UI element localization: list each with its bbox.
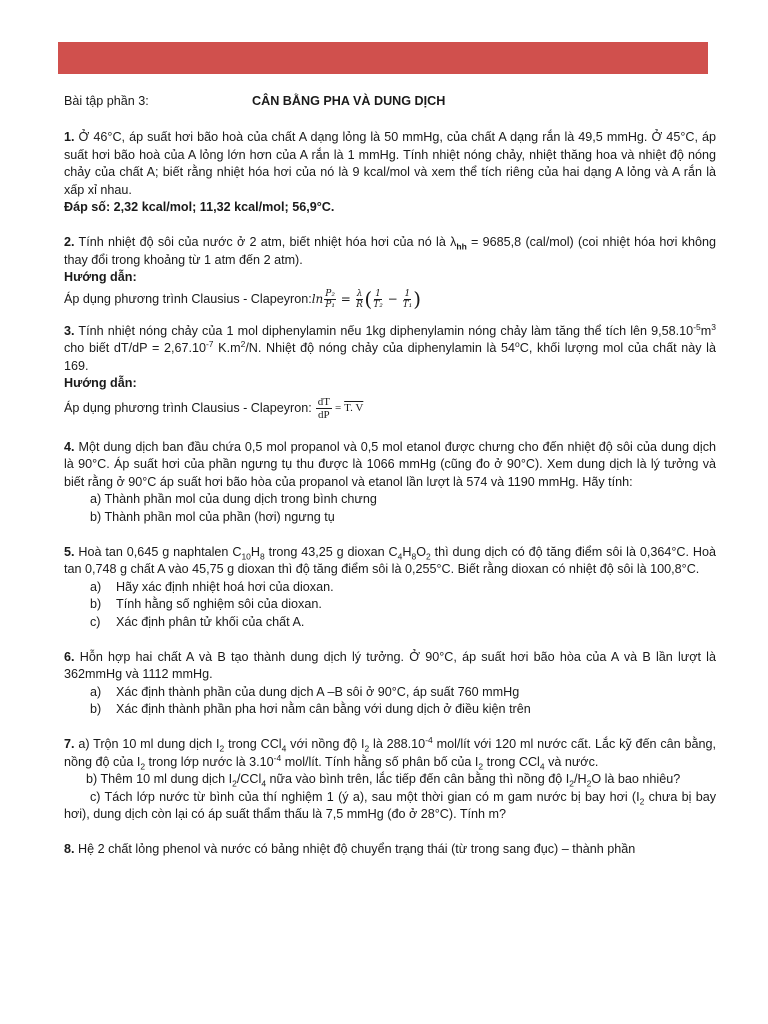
section-label: Bài tập phần 3: <box>64 94 149 108</box>
problem-number: 5. <box>64 544 75 559</box>
problem-number: 3. <box>64 323 75 338</box>
problem-number: 8. <box>64 842 75 856</box>
problem-7-part-b: b) Thêm 10 ml dung dịch $I_2/CCl_4$ nữa vào bình trên, lắc tiếp đến cân bằng thì nồng độ $I_2/H_2O$ là bao nhiêu? <box>86 772 681 789</box>
problem-text: Ở 46°C, áp suất hơi bão hoà của chất A dạng lỏng là 50 mmHg, của chất A dạng rắn là 49,5 mmHg. Ở 45°C, áp suất hơi bão hoà của A lỏng lớn hơn của A rắn là 1 mmHg. Tính nhiệt nóng chảy, nhiệt thăng hoa và nhiệt độ nóng chảy của chất A; biết rằng nhiệt hóa hơi của nó là 9 kcal/mol và xem thể tích riêng của hai dạng A lỏng và A rắn là xấp xỉ nhau. <box>64 130 716 197</box>
problem-number: 6. <box>64 649 75 664</box>
guide-label: Hướng dẫn: <box>64 270 137 284</box>
problem-6: 6. Hỗn hợp hai chất A và B tạo thành dung dịch lý tưởng. Ở 90°C, áp suất hơi bão hòa của A và B lần lượt là 362mmHg và 1112 mmHg. <box>64 649 716 681</box>
list-item: b) Xác định thành phần pha hơi nằm cân bằng với dung dịch ở điều kiện trên <box>90 702 531 716</box>
problem-7-part-c: c) Tách lớp nước từ bình của thí nghiệm 1 (ý a), sau một thời gian có m gam nước bị bay hơi ($I_2$ chưa bị bay hơi), dung dịch còn lại có áp suất thẩm thấu là 7,5 mmHg (đo ở 28°C). Tính m? <box>64 789 716 821</box>
clausius-clapeyron-equation: Áp dụng phương trình Clausius - Clapeyron: ln $\frac{\text{P₂}}{\text{P₁}}$ = $\frac{\lambda}{R}$ ( $\frac{1}{\text{T₂}}$ − $\frac{1}{\text{T₁}}$ ) <box>64 286 421 311</box>
problem-2: 2. Tính nhiệt độ sôi của nước ở 2 atm, biết nhiệt hóa hơi của nó là $\lambda_{hh} = 9685,8$ (cal/mol) (coi nhiệt hóa hơi không thay đổi trong khoảng từ 1 atm đến 2 atm). <box>64 235 716 267</box>
document-title: CÂN BẰNG PHA VÀ DUNG DỊCH <box>252 94 446 108</box>
problem-1-answer: Đáp số: 2,32 kcal/mol; 11,32 kcal/mol; 56,9°C. <box>64 200 335 214</box>
problem-number: 2. <box>64 235 75 249</box>
list-item: b) Tính hằng số nghiệm sôi của dioxan. <box>90 597 322 611</box>
problem-5: 5. Hoà tan 0,645 g naphtalen $C_{10}H_8$ trong 43,25 g dioxan $C_4H_8O_2$ thì dung dịch có độ tăng điểm sôi là 0,364°C. Hoà tan 0,748 g chất A vào 45,75 g dioxan thì độ tăng điểm sôi là 0,255°C. Biết rằng dioxan có nhiệt độ sôi là 100,8°C. <box>64 544 716 576</box>
document-header <box>64 93 716 111</box>
problem-7: 7. a) Trộn 10 ml dung dịch $I_2$ trong CCl$_4$ với nồng độ $I_2$ là $288.10^{-4}$ mol/lít với 120 ml nước cất. Lắc kỹ đến cân bằng, nồng độ của $I_2$ trong lớp nước là $3.10^{-4}$ mol/lít. Tính hằng số phân bố của $I_2$ trong CCl$_4$ và nước. <box>64 734 717 772</box>
problem-number: 4. <box>64 439 75 454</box>
header-color-bar <box>58 42 708 74</box>
problem-4-item-b: b) Thành phần mol của phần (hơi) ngưng tụ <box>90 509 335 524</box>
list-item: a) Xác định thành phần của dung dịch A –B sôi ở 90°C, áp suất 760 mmHg <box>90 684 520 699</box>
list-item: a) Hãy xác định nhiệt hoá hơi của dioxan. <box>90 579 334 594</box>
problem-1 <box>64 129 716 199</box>
problem-4: 4. Một dung dịch ban đầu chứa 0,5 mol propanol và 0,5 mol etanol được chưng cho đến nhiệt độ sôi của dung dịch là 90°C. Áp suất hơi của phần ngưng tụ thu được là 1066 mmHg (cũng đo ở 90°C). Xem dung dịch là lý tưởng và biết rằng ở 90°C áp suất hơi bão hòa của propanol và etanol lần lượt là 574 và 1190 mmHg. Hãy tính: <box>64 439 716 489</box>
problem-8: 8. Hệ 2 chất lỏng phenol và nước có bảng nhiệt độ chuyển trạng thái (từ trong sang đục) – thành phần <box>64 842 636 856</box>
problem-3: 3. Tính nhiệt nóng chảy của 1 mol diphenylamin nếu 1kg diphenylamin nóng chảy làm tăng thể tích lên $9,58.10^{-5}m^3$ cho biết $dT/dP = 2,67.10^{-7}$ $K.m^2/N$. Nhiệt độ nóng chảy của diphenylamin là 54$^o$C, khối lượng mol của chất này là 169. <box>64 321 716 373</box>
problem-number: 7. <box>64 737 75 751</box>
problem-number: 1. <box>64 130 75 144</box>
dt-dp-equation: Áp dụng phương trình Clausius - Clapeyron: $\frac{dT}{dP}$ = T. V <box>64 396 364 421</box>
problem-4-item-a: a) Thành phần mol của dung dịch trong bình chưng <box>90 492 377 506</box>
document-page <box>64 93 716 859</box>
list-item: c) Xác định phân tử khối của chất A. <box>90 614 305 629</box>
guide-label: Hướng dẫn: <box>64 376 137 390</box>
ln-equation: ln $\frac{\text{P₂}}{\text{P₁}}$ = $\frac{\lambda}{R}$ ( $\frac{1}{\text{T₂}}$ − $\frac{1}{\text{T₁}}$ ) <box>311 286 421 311</box>
